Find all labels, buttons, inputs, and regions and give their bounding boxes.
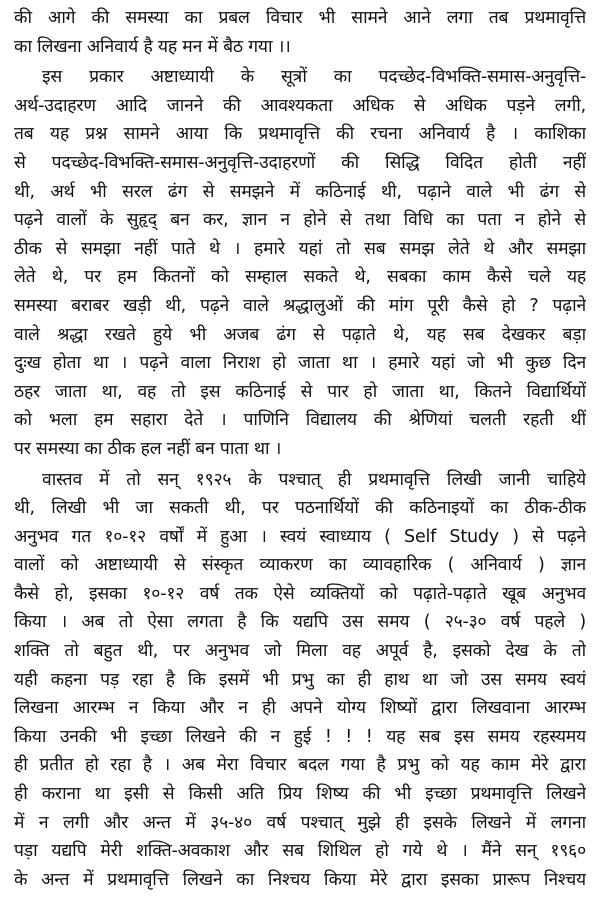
text-line: अनुभव गत १०-१२ वर्षों में हुआ । स्वयं स्वाध्याय ( Self Study ) से पढ़ने: [14, 526, 586, 547]
text-line: पढ़ने वालों के सुहृद् बन कर, ज्ञान न होने से तथा विधि का पता न होने से: [14, 210, 586, 231]
text-line: की आगे की समस्या का प्रबल विचार भी सामने आने लगा तब प्रथमावृत्ति: [14, 8, 586, 28]
text-line: किया उनकी भी इच्छा लिखने की न हुई ! ! ! यह सब इस समय रहस्यमय: [14, 726, 586, 747]
text-line: कैसे हो, इसका १०-१२ वर्ष तक ऐसे व्यक्तियों को पढ़ाते-पढ़ाते खूब अनुभव: [14, 583, 586, 604]
text-line: पर समस्या का ठीक हल नहीं बन पाता था ।: [14, 438, 282, 459]
text-line: वालों को अष्टाध्यायी से संस्कृत व्याकरण का व्यावहारिक ( अनिवार्य ) ज्ञान: [14, 555, 586, 576]
text-line: किया । अब तो ऐसा लगता है कि यद्यपि उस समय ( २५-३० वर्ष पहले ): [14, 612, 586, 633]
text-line: लिखना आरम्भ न किया और न ही अपने योग्य शिष्यों द्वारा लिखवाना आरम्भ: [14, 698, 586, 719]
text-line: इस प्रकार अष्टाध्यायी के सूत्रों का पदच्छेद-विभक्ति-समास-अनुवृत्ति-: [42, 67, 586, 88]
text-line: अर्थ-उदाहरण आदि जानने की आवश्यकता अधिक से अधिक पड़ने लगी,: [14, 95, 586, 116]
text-line: पड़ा यद्यपि मेरी शक्ति-अवकाश और सब शिथिल हो गये थे । मैंने सन् १९६०: [14, 841, 586, 862]
text-line: वाले श्रद्धा रखते हुये भी अजब ढंग से पढ़ाते थे, यह सब देखकर बड़ा: [14, 324, 586, 345]
text-line: वास्तव में तो सन् १९२५ के पश्चात् ही प्रथमावृत्ति लिखी जानी चाहिये: [42, 469, 586, 490]
paragraph-3: [14, 466, 586, 895]
text-line: के अन्त में प्रथमावृत्ति लिखने का निश्चय किया मेरे द्वारा इसका प्रारूप निश्चय: [14, 869, 586, 890]
text-line: शक्ति तो बहुत थी, पर अनुभव जो मिला वह अपूर्व है, इसको देख के तो: [14, 641, 586, 662]
text-line: ही कराना था इसी से किसी अति प्रिय शिष्य की भी इच्छा प्रथमावृत्ति लिखने: [14, 784, 586, 805]
text-line: थी, अर्थ भी सरल ढंग से समझने में कठिनाई थी, पढ़ाने वाले भी ढंग से: [14, 181, 586, 202]
text-line: में न लगी और अन्त में ३५-४० वर्ष पश्चात् मुझे ही इसके लिखने में लगना: [14, 812, 586, 833]
text-line: ही प्रतीत हो रहा है । अब मेरा विचार बदल गया है प्रभु को यह काम मेरे द्वारा: [14, 755, 586, 776]
text-line: ठीक से समझा नहीं पाते थे । हमारे यहां तो सब समझ लेते थे और समझा: [14, 238, 586, 259]
text-line: समस्या बराबर खड़ी थी, पढ़ने वाले श्रद्धालुओं की मांग पूरी कैसे हो ? पढ़ाने: [14, 295, 586, 316]
text-line: तब यह प्रश्न सामने आया कि प्रथमावृत्ति की रचना अनिवार्य है । काशिका: [14, 124, 586, 145]
text-line: से पदच्छेद-विभक्ति-समास-अनुवृत्ति-उदाहरणों की सिद्धि विदित होती नहीं: [14, 152, 586, 173]
text-line: को भला हम सहारा देते । पाणिनि विद्यालय की श्रेणियां चलती रहती थीं: [14, 410, 586, 431]
text-line: दुःख होता था । पढ़ने वाला निराश हो जाता था । हमारे यहां जो भी कुछ दिन: [14, 353, 586, 374]
text-line: थी, लिखी भी जा सकती थी, पर पठनार्थियों की कठिनाइयों का ठीक-ठीक: [14, 498, 586, 519]
text-line: का लिखना अनिवार्य है यह मन में बैठ गया ।।: [14, 36, 291, 57]
paragraph-1: [14, 4, 586, 61]
text-line: यही कहना पड़ रहा है कि इसमें भी प्रभु का ही हाथ था जो उस समय स्वयं: [14, 669, 586, 690]
paragraph-2: [14, 63, 586, 463]
text-line: ठहर जाता था, वह तो इस कठिनाई से पार हो जाता था, कितने विद्यार्थियों: [14, 381, 586, 402]
text-line: लेते थे, पर हम कितनों को सम्हाल सकते थे, सबका काम कैसे चले यह: [14, 267, 586, 288]
